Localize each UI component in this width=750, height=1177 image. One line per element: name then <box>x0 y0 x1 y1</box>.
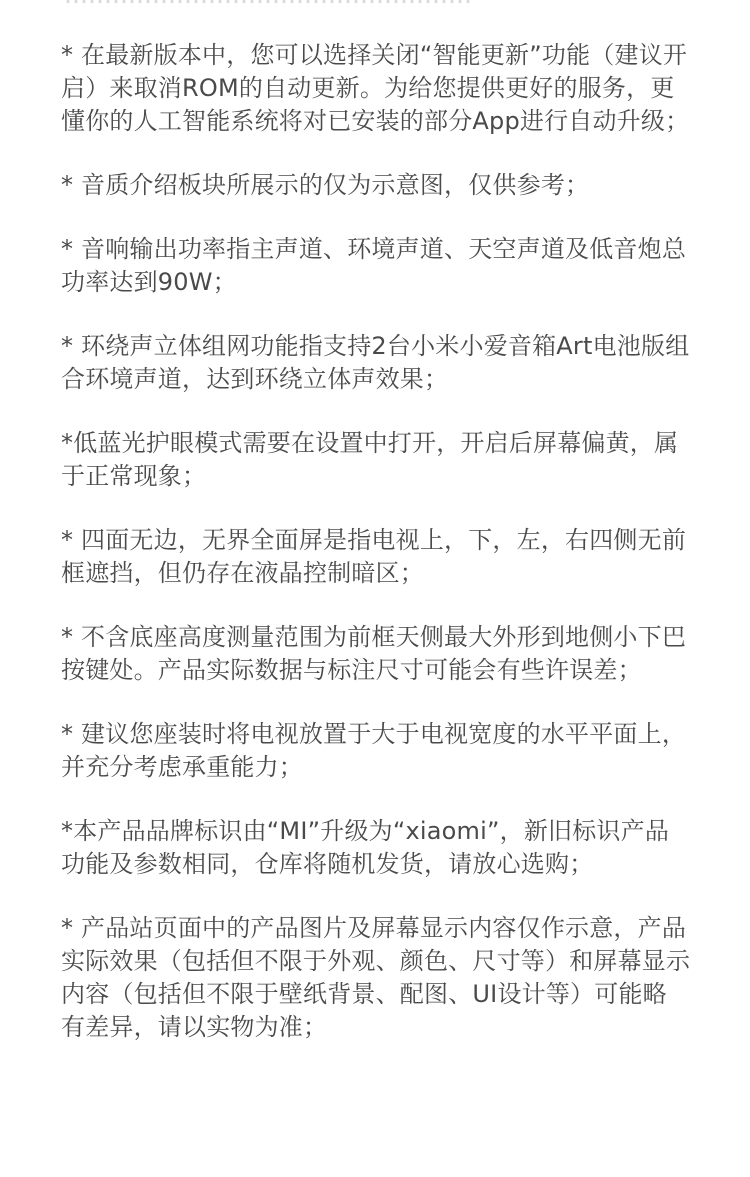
note-surround-network: * 环绕声立体组网功能指支持2台小米小爱音箱Art电池版组合环境声道，达到环绕立体声效果； <box>61 332 690 393</box>
note-brand-logo: *本产品品牌标识由“MI”升级为“xiaomi”，新旧标识产品功能及参数相同，仓库将随机发货，请放心选购； <box>61 817 670 878</box>
note-audio-illustration: * 音质介绍板块所展示的仅为示意图，仅供参考； <box>61 171 590 199</box>
note-low-blue-light: *低蓝光护眼模式需要在设置中打开，开启后屏幕偏黄，属于正常现象； <box>61 429 679 490</box>
note-product-images: * 产品站页面中的产品图片及屏幕显示内容仅作示意，产品实际效果（包括但不限于外观、颜色、尺寸等）和屏幕显示内容（包括但不限于壁纸背景、配图、UI设计等）可能略有差异，请以实物为准； <box>61 914 691 1041</box>
note-speaker-power: * 音响输出功率指主声道、环境声道、天空声道及低音炮总功率达到90W； <box>61 235 687 296</box>
cropped-previous-text <box>64 0 684 4</box>
note-mounting-advice: * 建议您座装时将电视放置于大于电视宽度的水平平面上，并充分考虑承重能力； <box>61 720 687 781</box>
note-borderless-screen: * 四面无边，无界全面屏是指电视上，下，左，右四侧无前框遮挡，但仍存在液晶控制暗区； <box>61 526 687 587</box>
product-notes-list <box>61 39 691 1044</box>
note-measurement-range: * 不含底座高度测量范围为前框天侧最大外形到地侧小下巴按键处。产品实际数据与标注尺寸可能会有些许误差； <box>61 623 687 684</box>
note-smart-update: * 在最新版本中，您可以选择关闭“智能更新”功能（建议开启）来取消ROM的自动更新。为给您提供更好的服务，更懂你的人工智能系统将对已安装的部分App进行自动升级； <box>61 41 690 135</box>
